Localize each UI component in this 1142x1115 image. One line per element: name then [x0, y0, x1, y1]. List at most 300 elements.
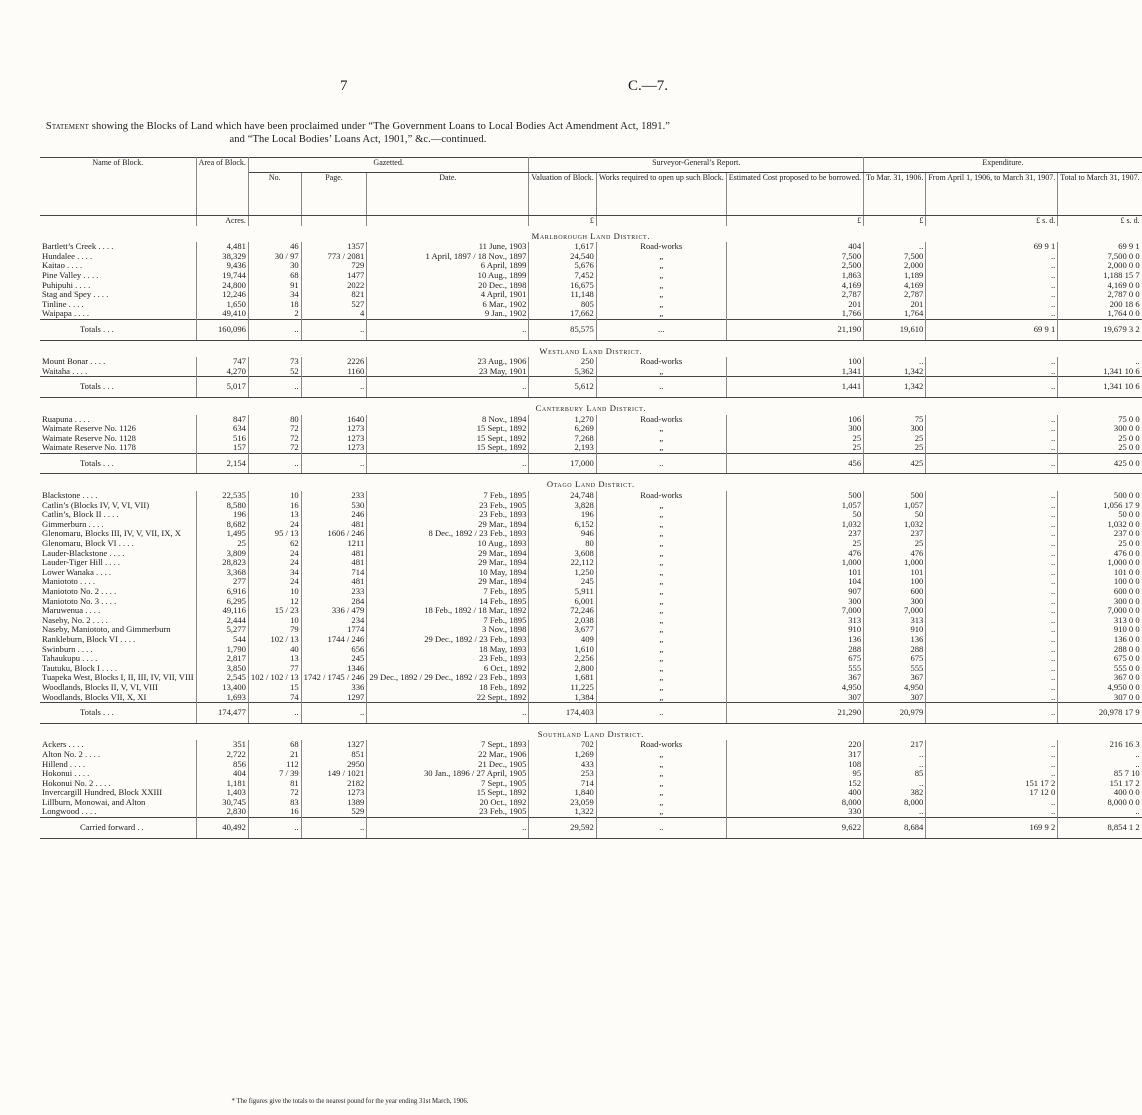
estimated-cost: 300 — [726, 424, 863, 434]
header-page: Page. — [301, 173, 367, 216]
estimated-cost: 4,169 — [726, 281, 863, 291]
area: 28,823 — [196, 558, 248, 568]
gazette-date: 29 Mar., 1894 — [367, 577, 529, 587]
area: 30,745 — [196, 798, 248, 808]
valuation: 3,608 — [529, 549, 596, 559]
works: „ — [596, 424, 726, 434]
estimated-cost: 101 — [726, 568, 863, 578]
gazette-page: 481 — [301, 549, 367, 559]
total-to-mar-1907: 8,000 0 0 — [1058, 798, 1142, 808]
totals-row — [40, 319, 1142, 340]
estimated-cost: 237 — [726, 529, 863, 539]
gazette-no: 10 — [248, 491, 301, 501]
estimated-cost: 1,032 — [726, 520, 863, 530]
to-mar-1906: 25 — [864, 443, 926, 453]
block-name: Waimate Reserve No. 1128 — [42, 432, 136, 443]
valuation: 6,152 — [529, 520, 596, 530]
estimated-cost: 1,057 — [726, 501, 863, 511]
gazette-date: 1 April, 1897 / 18 Nov., 1897 — [367, 252, 529, 262]
from-apr-1906: .. — [926, 539, 1058, 549]
area: 157 — [196, 443, 248, 453]
valuation: 6,001 — [529, 597, 596, 607]
works: „ — [596, 693, 726, 703]
header-total: Total to March 31, 1907. — [1058, 173, 1142, 216]
block-name: Hillend . . . . — [42, 758, 85, 769]
estimated-cost: 21,290 — [726, 703, 863, 724]
from-apr-1906: .. — [926, 760, 1058, 770]
works: Road-works — [596, 242, 726, 252]
area: 2,444 — [196, 616, 248, 626]
valuation: 11,225 — [529, 683, 596, 693]
gazette-date: 23 Feb., 1905 — [367, 807, 529, 817]
from-apr-1906: 151 17 2 — [926, 779, 1058, 789]
estimated-cost: 330 — [726, 807, 863, 817]
valuation: 24,540 — [529, 252, 596, 262]
to-mar-1906: 476 — [864, 549, 926, 559]
total-to-mar-1907: 300 0 0 — [1058, 424, 1142, 434]
from-apr-1906: .. — [926, 453, 1058, 474]
valuation: 17,000 — [529, 453, 596, 474]
block-name: Lillburn, Monowai, and Alton — [42, 796, 146, 807]
gazette-no: 52 — [248, 367, 301, 377]
works: „ — [596, 281, 726, 291]
gazette-date: 6 Oct., 1892 — [367, 664, 529, 674]
gazette-page: 1160 — [301, 367, 367, 377]
from-apr-1906: 69 9 1 — [926, 242, 1058, 252]
block-name: Glenomaru, Block VI . . . . — [42, 538, 134, 549]
gazette-page: .. — [301, 703, 367, 724]
gazette-no: .. — [248, 818, 301, 839]
area: 25 — [196, 539, 248, 549]
estimated-cost: 500 — [726, 491, 863, 501]
total-to-mar-1907: 25 0 0 — [1058, 443, 1142, 453]
area: 38,329 — [196, 252, 248, 262]
header-cost: Estimated Cost proposed to be borrowed. — [726, 173, 863, 216]
block-name: Gimmerburn . . . . — [42, 518, 104, 529]
gazette-no: 10 — [248, 616, 301, 626]
total-to-mar-1907: 7,500 0 0 — [1058, 252, 1142, 262]
estimated-cost: 317 — [726, 750, 863, 760]
from-apr-1906: .. — [926, 510, 1058, 520]
to-mar-1906: .. — [864, 807, 926, 817]
block-name: Catlin’s (Blocks IV, V, VI, VII) — [42, 499, 150, 510]
gazette-date: 9 Jan., 1902 — [367, 309, 529, 319]
from-apr-1906: .. — [926, 798, 1058, 808]
estimated-cost: 7,500 — [726, 252, 863, 262]
gazette-page: .. — [301, 377, 367, 398]
total-to-mar-1907: .. — [1058, 750, 1142, 760]
to-mar-1906: 555 — [864, 664, 926, 674]
area: 2,830 — [196, 807, 248, 817]
gazette-date: 29 Dec., 1892 / 23 Feb., 1893 — [367, 635, 529, 645]
to-mar-1906: .. — [864, 357, 926, 367]
total-to-mar-1907: 1,764 0 0 — [1058, 309, 1142, 319]
total-to-mar-1907: 4,169 0 0 — [1058, 281, 1142, 291]
gazette-date: 23 May, 1901 — [367, 367, 529, 377]
totals-row — [40, 377, 1142, 398]
to-mar-1906: .. — [864, 750, 926, 760]
gazette-no: 24 — [248, 577, 301, 587]
total-to-mar-1907: 4,950 0 0 — [1058, 683, 1142, 693]
header-valuation: Valuation of Block. — [529, 173, 596, 216]
block-name: Maniototo No. 2 . . . . — [42, 586, 117, 596]
gazette-page: 233 — [301, 491, 367, 501]
works: „ — [596, 300, 726, 310]
to-mar-1906: 136 — [864, 635, 926, 645]
gazette-date: 14 Feb., 1895 — [367, 597, 529, 607]
estimated-cost: 1,000 — [726, 558, 863, 568]
valuation: 3,828 — [529, 501, 596, 511]
gazette-no: .. — [248, 377, 301, 398]
valuation: 5,612 — [529, 377, 596, 398]
valuation: 5,676 — [529, 261, 596, 271]
header-date: Date. — [367, 173, 529, 216]
area: 6,295 — [196, 597, 248, 607]
area: 1,693 — [196, 693, 248, 703]
valuation: 253 — [529, 769, 596, 779]
block-name: Lauder-Blackstone . . . . — [42, 547, 125, 558]
gazette-page: 851 — [301, 750, 367, 760]
area: 2,722 — [196, 750, 248, 760]
estimated-cost: 7,000 — [726, 606, 863, 616]
totals-row — [40, 453, 1142, 474]
district-heading: Otago Land District. — [546, 479, 635, 490]
from-apr-1906: .. — [926, 290, 1058, 300]
gazette-no: 21 — [248, 750, 301, 760]
gazette-date: 6 April, 1899 — [367, 261, 529, 271]
gazette-date: 15 Sept., 1892 — [367, 788, 529, 798]
gazette-date: 15 Sept., 1892 — [367, 443, 529, 453]
to-mar-1906: 1,032 — [864, 520, 926, 530]
unit-total: £ s. d. — [1058, 216, 1142, 226]
gazette-date: .. — [367, 703, 529, 724]
block-name: Stag and Spey . . . . — [42, 289, 109, 300]
gazette-page: 2022 — [301, 281, 367, 291]
estimated-cost: 404 — [726, 242, 863, 252]
total-to-mar-1907: 25 0 0 — [1058, 434, 1142, 444]
from-apr-1906: .. — [926, 529, 1058, 539]
works: „ — [596, 769, 726, 779]
gazette-no: 24 — [248, 520, 301, 530]
total-to-mar-1907: 216 16 3 — [1058, 740, 1142, 750]
total-to-mar-1907: 500 0 0 — [1058, 491, 1142, 501]
gazette-no: 72 — [248, 424, 301, 434]
to-mar-1906: 1,764 — [864, 309, 926, 319]
gazette-page: 530 — [301, 501, 367, 511]
from-apr-1906: .. — [926, 616, 1058, 626]
total-to-mar-1907: 151 17 2 — [1058, 779, 1142, 789]
to-mar-1906: 1,342 — [864, 367, 926, 377]
block-name: Longwood . . . . — [42, 806, 97, 817]
area: 351 — [196, 740, 248, 750]
to-mar-1906: 8,684 — [864, 818, 926, 839]
to-mar-1906: 19,610 — [864, 319, 926, 340]
works: „ — [596, 290, 726, 300]
gazette-date: 21 Dec., 1905 — [367, 760, 529, 770]
gazette-page: 234 — [301, 616, 367, 626]
from-apr-1906: .. — [926, 281, 1058, 291]
from-apr-1906: .. — [926, 568, 1058, 578]
block-name: Maruwenua . . . . — [42, 605, 101, 616]
gazette-no: 16 — [248, 501, 301, 511]
total-to-mar-1907: 19,679 3 2 — [1058, 319, 1142, 340]
to-mar-1906: 1,189 — [864, 271, 926, 281]
estimated-cost: 1,341 — [726, 367, 863, 377]
header-surveyor: Surveyor-General’s Report. — [529, 158, 864, 173]
total-to-mar-1907: 2,787 0 0 — [1058, 290, 1142, 300]
estimated-cost: 1,766 — [726, 309, 863, 319]
block-name: Totals . . . — [40, 453, 196, 474]
gazette-no: 30 — [248, 261, 301, 271]
header-no: No. — [248, 173, 301, 216]
total-to-mar-1907: 20,978 17 9 — [1058, 703, 1142, 724]
total-to-mar-1907: 7,000 0 0 — [1058, 606, 1142, 616]
gazette-page: 1477 — [301, 271, 367, 281]
gazette-no: 15 — [248, 683, 301, 693]
unit-from: £ s. d. — [926, 216, 1058, 226]
estimated-cost: 4,950 — [726, 683, 863, 693]
valuation: 2,193 — [529, 443, 596, 453]
gazette-date: .. — [367, 377, 529, 398]
area: 634 — [196, 424, 248, 434]
valuation: 2,800 — [529, 664, 596, 674]
to-mar-1906: 4,169 — [864, 281, 926, 291]
to-mar-1906: 217 — [864, 740, 926, 750]
valuation: 805 — [529, 300, 596, 310]
total-to-mar-1907: 136 0 0 — [1058, 635, 1142, 645]
total-to-mar-1907: 50 0 0 — [1058, 510, 1142, 520]
block-name: Hokonui . . . . — [42, 768, 90, 779]
block-name: Lauder-Tiger Hill . . . . — [42, 557, 121, 568]
total-to-mar-1907: .. — [1058, 760, 1142, 770]
works: „ — [596, 529, 726, 539]
works: „ — [596, 807, 726, 817]
gazette-page: 336 / 479 — [301, 606, 367, 616]
estimated-cost: 288 — [726, 645, 863, 655]
gazette-no: 79 — [248, 625, 301, 635]
gazette-page: 1211 — [301, 539, 367, 549]
works: „ — [596, 664, 726, 674]
from-apr-1906: .. — [926, 740, 1058, 750]
estimated-cost: 555 — [726, 664, 863, 674]
to-mar-1906: 101 — [864, 568, 926, 578]
gazette-date: 4 April, 1901 — [367, 290, 529, 300]
gazette-date: 29 Dec., 1892 / 29 Dec., 1892 / 23 Feb., 1893 — [367, 673, 529, 683]
block-name: Totals . . . — [40, 319, 196, 340]
block-name: Woodlands, Blocks II, V, VI, VIII — [42, 681, 158, 692]
gazette-no: 81 — [248, 779, 301, 789]
gazette-date: 18 Feb., 1892 — [367, 683, 529, 693]
gazette-date: 8 Nov., 1894 — [367, 415, 529, 425]
valuation: 1,270 — [529, 415, 596, 425]
total-to-mar-1907: 1,056 17 9 — [1058, 501, 1142, 511]
table-row — [40, 443, 1142, 453]
estimated-cost: 152 — [726, 779, 863, 789]
works: .. — [596, 818, 726, 839]
area: 3,850 — [196, 664, 248, 674]
from-apr-1906: .. — [926, 367, 1058, 377]
valuation: 7,268 — [529, 434, 596, 444]
valuation: 16,675 — [529, 281, 596, 291]
area: 5,277 — [196, 625, 248, 635]
from-apr-1906: .. — [926, 703, 1058, 724]
gazette-date: 30 Jan., 1896 / 27 April, 1905 — [367, 769, 529, 779]
block-name: Alton No. 2 . . . . — [42, 748, 101, 759]
to-mar-1906: 4,950 — [864, 683, 926, 693]
from-apr-1906: .. — [926, 587, 1058, 597]
works: „ — [596, 252, 726, 262]
gazette-page: 246 — [301, 510, 367, 520]
works: „ — [596, 443, 726, 453]
totals-row — [40, 818, 1142, 839]
area: 4,481 — [196, 242, 248, 252]
area: 24,800 — [196, 281, 248, 291]
gazette-page: 1774 — [301, 625, 367, 635]
area: 2,545 — [196, 673, 248, 683]
gazette-page: 284 — [301, 597, 367, 607]
district-heading-row — [40, 226, 1142, 243]
total-to-mar-1907: 307 0 0 — [1058, 693, 1142, 703]
gazette-date: 10 May, 1894 — [367, 568, 529, 578]
unit-mar: £ — [864, 216, 926, 226]
gazette-no: 2 — [248, 309, 301, 319]
area: 4,270 — [196, 367, 248, 377]
table-row — [40, 693, 1142, 703]
district-heading: Canterbury Land District. — [535, 402, 647, 413]
gazette-page: 714 — [301, 568, 367, 578]
to-mar-1906: 8,000 — [864, 798, 926, 808]
gazette-page: 1273 — [301, 443, 367, 453]
from-apr-1906: .. — [926, 597, 1058, 607]
gazette-no: 16 — [248, 807, 301, 817]
to-mar-1906: 2,000 — [864, 261, 926, 271]
block-name: Tinline . . . . — [42, 298, 84, 309]
area: 5,017 — [196, 377, 248, 398]
area: 2,817 — [196, 654, 248, 664]
gazette-page: 2182 — [301, 779, 367, 789]
from-apr-1906: .. — [926, 300, 1058, 310]
district-heading-row — [40, 340, 1142, 357]
from-apr-1906: .. — [926, 252, 1058, 262]
block-name: Rankleburn, Block VI . . . . — [42, 633, 136, 644]
total-to-mar-1907: 1,341 10 6 — [1058, 367, 1142, 377]
gazette-page: 1297 — [301, 693, 367, 703]
block-name: Hokonui No. 2 . . . . — [42, 777, 111, 788]
gazette-no: 46 — [248, 242, 301, 252]
total-to-mar-1907: 476 0 0 — [1058, 549, 1142, 559]
area: 19,744 — [196, 271, 248, 281]
from-apr-1906: .. — [926, 271, 1058, 281]
valuation: 1,322 — [529, 807, 596, 817]
from-apr-1906: .. — [926, 491, 1058, 501]
works: „ — [596, 645, 726, 655]
block-name: Totals . . . — [40, 377, 196, 398]
district-heading-row — [40, 723, 1142, 740]
area: 49,410 — [196, 309, 248, 319]
estimated-cost: 907 — [726, 587, 863, 597]
gazette-no: 83 — [248, 798, 301, 808]
header-name: Name of Block. — [40, 158, 196, 216]
block-name: Bartlett’s Creek . . . . — [42, 241, 114, 252]
to-mar-1906: 237 — [864, 529, 926, 539]
works: „ — [596, 597, 726, 607]
gazette-page: 1742 / 1745 / 246 — [301, 673, 367, 683]
total-to-mar-1907: 101 0 0 — [1058, 568, 1142, 578]
gazette-page: 481 — [301, 558, 367, 568]
works: „ — [596, 750, 726, 760]
from-apr-1906: .. — [926, 577, 1058, 587]
works: „ — [596, 309, 726, 319]
works: ... — [596, 319, 726, 340]
valuation: 80 — [529, 539, 596, 549]
gazette-date: 22 Sept., 1892 — [367, 693, 529, 703]
gazette-no: 68 — [248, 740, 301, 750]
total-to-mar-1907: .. — [1058, 807, 1142, 817]
works: „ — [596, 539, 726, 549]
gazette-date: 20 Dec., 1898 — [367, 281, 529, 291]
block-name: Woodlands, Blocks VII, X, XI — [42, 691, 147, 702]
valuation: 7,452 — [529, 271, 596, 281]
block-name: Totals . . . — [40, 703, 196, 724]
gazette-page: 481 — [301, 520, 367, 530]
to-mar-1906: 50 — [864, 510, 926, 520]
area: 9,436 — [196, 261, 248, 271]
to-mar-1906: 1,000 — [864, 558, 926, 568]
works: „ — [596, 798, 726, 808]
estimated-cost: 201 — [726, 300, 863, 310]
works: „ — [596, 587, 726, 597]
district-heading-row — [40, 474, 1142, 491]
gazette-page: 529 — [301, 807, 367, 817]
valuation: 11,148 — [529, 290, 596, 300]
valuation: 433 — [529, 760, 596, 770]
works: „ — [596, 434, 726, 444]
from-apr-1906: .. — [926, 434, 1058, 444]
gazette-date: .. — [367, 319, 529, 340]
block-name: Waitaha . . . . — [42, 365, 88, 376]
works: Road-works — [596, 491, 726, 501]
table-row — [40, 367, 1142, 377]
to-mar-1906: 367 — [864, 673, 926, 683]
total-to-mar-1907: 75 0 0 — [1058, 415, 1142, 425]
block-name: Glenomaru, Blocks III, IV, V, VII, IX, X — [42, 528, 181, 539]
gazette-page: .. — [301, 818, 367, 839]
gazette-date: .. — [367, 818, 529, 839]
area: 49,116 — [196, 606, 248, 616]
footnote: * The figures give the totals to the nearest pound for the year ending 31st March, 1906. — [231, 1098, 469, 1105]
valuation: 85,575 — [529, 319, 596, 340]
total-to-mar-1907: 25 0 0 — [1058, 539, 1142, 549]
block-name: Tahaukupu . . . . — [42, 653, 98, 664]
area: 544 — [196, 635, 248, 645]
works: „ — [596, 501, 726, 511]
gazette-date: 29 Mar., 1894 — [367, 549, 529, 559]
gazette-date: 23 Feb., 1905 — [367, 501, 529, 511]
block-name: Naseby, No. 2 . . . . — [42, 614, 108, 625]
header-works: Works required to open up such Block. — [596, 173, 726, 216]
from-apr-1906: 169 9 2 — [926, 818, 1058, 839]
to-mar-1906: 300 — [864, 597, 926, 607]
gazette-page: 1327 — [301, 740, 367, 750]
to-mar-1906: 7,500 — [864, 252, 926, 262]
title-lead: Statement — [45, 121, 90, 132]
valuation: 29,592 — [529, 818, 596, 839]
gazette-date: 7 Sept., 1905 — [367, 779, 529, 789]
gazette-no: 102 / 13 — [248, 635, 301, 645]
gazette-no: 68 — [248, 271, 301, 281]
to-mar-1906: 1,342 — [864, 377, 926, 398]
estimated-cost: 9,622 — [726, 818, 863, 839]
